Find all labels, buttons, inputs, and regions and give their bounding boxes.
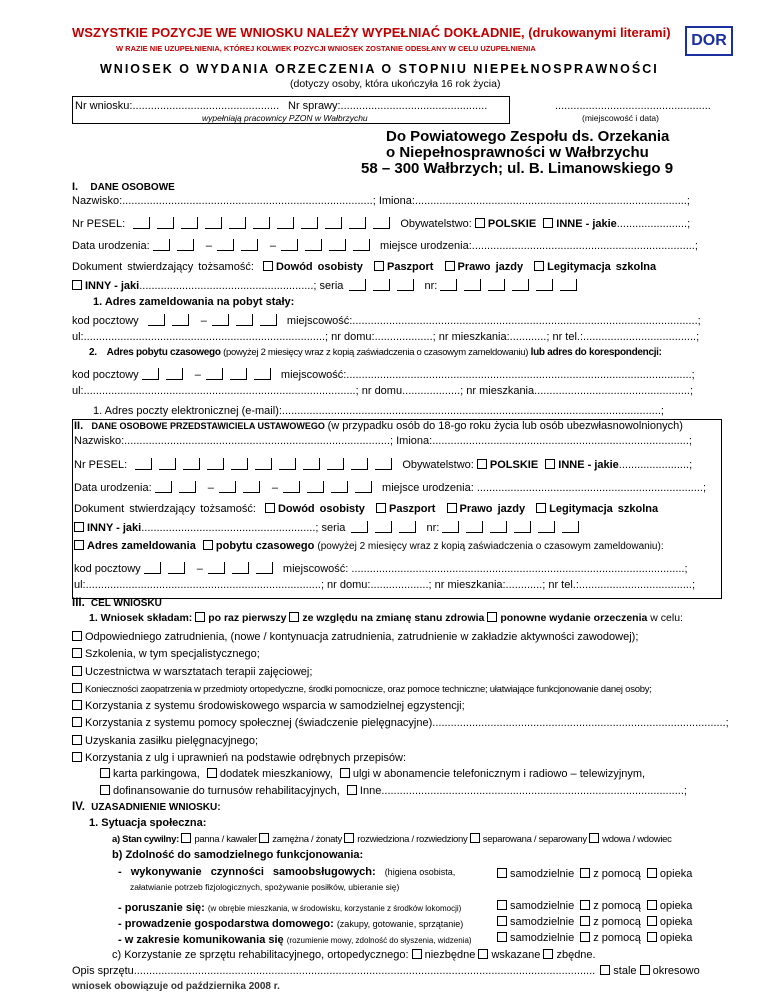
z-pomoca-label: z pomocą [593, 900, 641, 912]
s4-ab4-label: - w zakresie komunikowania się [118, 934, 284, 946]
z-pomoca-checkbox[interactable] [580, 916, 590, 926]
list-item [72, 698, 729, 715]
purpose-label: Korzystania z systemu środowiskowego wsparcia w samodzielnej egzystencji; [85, 700, 465, 713]
s1-addr2-number: 2. [89, 347, 97, 358]
s2-pesel-row [74, 458, 692, 471]
section2-heading [74, 420, 683, 432]
s1-legit-checkbox[interactable] [534, 261, 544, 271]
s4-ab2-options [497, 900, 692, 912]
purpose-label: Korzystania z systemu pomocy społecznej (świadczenie pielęgnacyjne)................................................................................................; [85, 717, 729, 730]
s1-inny-row [72, 279, 584, 292]
karta-label: karta parkingowa, [113, 768, 200, 780]
civil-checkbox[interactable] [589, 833, 599, 843]
s4-b-text: b) Zdolność do samodzielnego funkcjonowania: [112, 849, 364, 861]
s2-nr-label: nr: [426, 522, 440, 534]
dodatek-checkbox[interactable] [207, 768, 217, 778]
footer-note: wniosek obowiązuje od października 2008 r. [72, 981, 280, 992]
section1-title: DANE OSOBOWE [90, 182, 175, 193]
s4-ab3-note: (zakupy, gotowanie, sprzątanie) [336, 919, 464, 929]
s2-dowod-checkbox[interactable] [265, 503, 275, 513]
s1-addr2-note: (powyżej 2 miesięcy wraz z kopią zaświadczenia o czasowym zameldowaniu) [223, 347, 529, 358]
s1-addr1-postal-row [72, 314, 701, 327]
section4-title: UZASADNIENIE WNIOSKU: [91, 802, 221, 813]
s4-ab3-row [118, 918, 463, 930]
abonament-label: ulgi w abonamencie telefonicznym i radiowo – telewizyjnym, [352, 768, 646, 780]
s4-civil-label: a) Stan cywilny: [112, 834, 179, 845]
s3-lead-row [89, 612, 683, 624]
s1-inny-checkbox[interactable] [72, 280, 82, 290]
s2-name-line[interactable]: Nazwisko:.......................................................................................; Imiona:....................................................................................; [74, 435, 692, 447]
header-warning: W RAZIE NIE UZUPEŁNIENIA, KTÓREJ KOLWIEK POZYCJI WNIOSEK ZOSTANIE ODESŁANY W CELU UZUPEŁNIENIA [116, 44, 536, 53]
s4-c-label: c) Korzystanie ze sprzętu rehabilitacyjnego, ortopedycznego: [112, 949, 409, 961]
opieka-checkbox[interactable] [647, 932, 657, 942]
wskazane-checkbox[interactable] [478, 949, 488, 959]
civil-checkbox[interactable] [344, 833, 354, 843]
opieka-label: opieka [659, 868, 693, 880]
s1-dob-boxes[interactable]: – – [153, 240, 377, 252]
form-title: WNIOSEK O WYDANIA ORZECZENIA O STOPNIU NIEPEŁNOSPRAWNOŚCI [100, 62, 659, 76]
purpose-checkbox[interactable] [72, 700, 82, 710]
section2-note: (w przypadku osób do 18-go roku życia lub osób ubezwłasnowolnionych) [327, 420, 683, 432]
s1-paszport-label: Paszport [386, 261, 434, 273]
s2-inny-row [74, 521, 586, 534]
s1-addr2-label: Adres pobytu czasowego [106, 347, 221, 358]
s4-opis-row [72, 965, 700, 977]
s2-pesel-label: Nr PESEL: [74, 459, 128, 471]
s2-inny-field[interactable]: .........................................................; seria [141, 522, 346, 534]
s2-addr-row [74, 540, 664, 552]
s2-postal-row [74, 562, 688, 575]
purpose-checkbox[interactable] [72, 717, 82, 727]
s3-change-checkbox[interactable] [289, 612, 299, 622]
s1-dowod-checkbox[interactable] [263, 261, 273, 271]
samodzielnie-label: samodzielnie [510, 900, 575, 912]
s2-prawo-label: Prawo jazdy [459, 503, 526, 515]
opieka-checkbox[interactable] [647, 868, 657, 878]
s2-zam-label: Adres zameldowania [87, 540, 196, 552]
s2-citizenship-label: Obywatelstwo: [402, 459, 474, 471]
s1-addr1-title: 1. Adres zameldowania na pobyt stały: [93, 296, 295, 308]
s1-pesel-label: Nr PESEL: [72, 218, 126, 230]
s2-postal-boxes[interactable]: – [144, 563, 280, 575]
s1-prawo-label: Prawo jazdy [457, 261, 524, 273]
zbedne-label: zbędne. [556, 949, 596, 961]
place-date-label: (miejscowość i data) [582, 113, 659, 123]
purpose-checkbox[interactable] [72, 666, 82, 676]
s1-dowod-label: Dowód osobisty [275, 261, 363, 273]
s1-city-field[interactable]: miejscowość:.................................................................................................................; [286, 315, 701, 327]
inne-field[interactable]: Inne...................................................................................................; [359, 785, 687, 797]
s2-inne-label: INNE - jakie [558, 459, 619, 471]
s1-postal2-label: kod pocztowy [72, 369, 139, 381]
section2-number: II. [74, 420, 84, 432]
s2-city-field[interactable]: miejscowość: .............................................................................................................; [282, 563, 688, 575]
s1-inny-label: INNY - jaki [85, 280, 140, 292]
s2-paszport-label: Paszport [388, 503, 436, 515]
civil-checkbox[interactable] [470, 833, 480, 843]
purpose-label: Szkolenia, w tym specjalistycznego; [85, 648, 260, 661]
s1-citizenship-label: Obywatelstwo: [400, 218, 472, 230]
s1-paszport-checkbox[interactable] [374, 261, 384, 271]
civil-label: rozwiedziona / rozwiedziony [357, 834, 468, 845]
samodzielnie-checkbox[interactable] [497, 916, 507, 926]
s1-inny-field[interactable]: .........................................................; seria [139, 280, 344, 292]
s4-ab3-label: - prowadzenie gospodarstwa domowego: [118, 918, 334, 930]
s2-polskie-checkbox[interactable] [477, 459, 487, 469]
section1-number: I. [72, 181, 79, 193]
s4-ab3-options [497, 916, 692, 928]
list-item [72, 646, 729, 663]
s2-prawo-checkbox[interactable] [447, 503, 457, 513]
s2-dob-boxes[interactable]: – – [155, 482, 379, 494]
list-item [72, 715, 729, 732]
addressee-line3: 58 – 300 Wałbrzych; ul. B. Limanowskiego 9 [361, 160, 674, 177]
s1-pesel-row [72, 217, 690, 230]
s1-addr2-title [89, 347, 662, 358]
okresowo-label: okresowo [652, 965, 700, 977]
z-pomoca-label: z pomocą [593, 932, 641, 944]
s2-paszport-checkbox[interactable] [376, 503, 386, 513]
s2-doc-row [74, 503, 658, 515]
z-pomoca-label: z pomocą [593, 868, 641, 880]
addressee-line2: o Niepełnosprawności w Wałbrzychu [386, 144, 649, 161]
s3-first-label: po raz pierwszy [208, 612, 287, 624]
s4-ab4-row [118, 934, 472, 946]
s3-reissue-checkbox[interactable] [487, 612, 497, 622]
s4-ab4-options [497, 932, 692, 944]
section3-number: III. [72, 597, 85, 609]
turnus-label: dofinansowanie do turnusów rehabilitacyjnych, [113, 785, 340, 797]
s1-legit-label: Legitymacja szkolna [547, 261, 657, 273]
s3-change-label: ze względu na zmianę stanu zdrowia [302, 612, 485, 624]
purpose-label: Korzystania z ulg i uprawnień na podstawie odrębnych przepisów: [85, 752, 407, 765]
s1-nr-label: nr: [424, 280, 438, 292]
s2-seria-boxes[interactable] [351, 522, 423, 534]
list-item [72, 629, 729, 646]
s1-seria-boxes[interactable] [349, 280, 421, 292]
s4-c-row [112, 949, 596, 961]
samodzielnie-label: samodzielnie [510, 932, 575, 944]
z-pomoca-checkbox[interactable] [580, 932, 590, 942]
s2-birthplace-field[interactable]: miejsce urodzenia: ..........................................................................; [382, 482, 707, 494]
section4-number: IV. [72, 801, 86, 813]
inne-checkbox[interactable] [347, 785, 357, 795]
opieka-label: opieka [659, 916, 693, 928]
s1-postal-label: kod pocztowy [72, 315, 139, 327]
s4-ab2-label: - poruszanie się: [118, 902, 205, 914]
s1-addr2-postal-row [72, 368, 695, 381]
s4-ab4-note: (rozumienie mowy, zdolność do słyszenia, widzenia) [286, 936, 472, 945]
samodzielnie-checkbox[interactable] [497, 900, 507, 910]
purpose-checkbox[interactable] [72, 752, 82, 762]
karta-checkbox[interactable] [100, 768, 110, 778]
samodzielnie-label: samodzielnie [510, 916, 575, 928]
s2-polskie-label: POLSKIE [489, 459, 539, 471]
samodzielnie-checkbox[interactable] [497, 868, 507, 878]
s3-ulgi-row2 [100, 785, 687, 797]
opieka-checkbox[interactable] [647, 916, 657, 926]
opieka-checkbox[interactable] [647, 900, 657, 910]
s1-postal2-boxes[interactable]: – [142, 369, 278, 381]
opieka-label: opieka [659, 932, 693, 944]
okresowo-checkbox[interactable] [640, 965, 650, 975]
s1-addr2-tail: lub adres do korespondencji: [530, 347, 662, 358]
turnus-checkbox[interactable] [100, 785, 110, 795]
section3-title: CEL WNIOSKU [90, 598, 162, 609]
purpose-label: Odpowiedniego zatrudnienia, (nowe / kontynuacja zatrudnienia, zatrudnienie w zakładzie aktywności zawodowej); [85, 631, 639, 643]
s2-legit-checkbox[interactable] [536, 503, 546, 513]
list-item [72, 681, 729, 698]
s3-tail: w celu: [650, 612, 683, 624]
s1-dob-label: Data urodzenia: [72, 240, 150, 252]
s1-pesel-boxes[interactable] [133, 218, 397, 230]
s1-doc-row [72, 261, 656, 273]
s2-poby-checkbox[interactable] [203, 540, 213, 550]
civil-label: zamężna / żonaty [272, 834, 342, 845]
list-item [72, 664, 729, 681]
purpose-checkbox[interactable] [72, 631, 82, 641]
s4-civil-row [112, 833, 672, 845]
s2-dob-label: Data urodzenia: [74, 482, 152, 494]
s2-legit-label: Legitymacja szkolna [549, 503, 659, 515]
civil-label: wdowa / wdowiec [602, 834, 672, 845]
civil-label: separowana / separowany [482, 834, 587, 845]
s4-opis-field[interactable]: Opis sprzętu....................................................................................................................................................... [72, 965, 596, 977]
s3-ulgi-row1 [100, 768, 645, 780]
s2-nr-boxes[interactable] [442, 522, 586, 534]
s4-ab1-note2: załatwianie potrzeb fizjologicznych, spożywanie posiłków, ubieranie się) [130, 882, 400, 892]
s4-ab2-note: (w obrębie mieszkania, w środowisku, korzystanie z środków lokomocji) [207, 904, 462, 913]
s1-email-field[interactable]: 1. Adres poczty elektronicznej (e-mail):............................................................................................................................; [93, 405, 664, 417]
purpose-checkbox[interactable] [72, 735, 82, 745]
wskazane-label: wskazane [491, 949, 541, 961]
abonament-checkbox[interactable] [340, 768, 350, 778]
niezbedne-checkbox[interactable] [412, 949, 422, 959]
section2-title: DANE OSOBOWE PRZEDSTAWICIELA USTAWOWEGO [91, 421, 325, 431]
section1-heading [72, 181, 175, 193]
s1-dob-row [72, 239, 698, 252]
s2-inny-label: INNY - jaki [87, 522, 142, 534]
z-pomoca-checkbox[interactable] [580, 900, 590, 910]
section3-heading [72, 597, 162, 609]
zbedne-checkbox[interactable] [543, 949, 553, 959]
z-pomoca-label: z pomocą [593, 916, 641, 928]
s1-city2-field[interactable]: miejscowość:.................................................................................................................; [280, 369, 695, 381]
s2-dob-row [74, 481, 706, 494]
s2-inne-field[interactable]: .......................; [618, 459, 693, 471]
s3-reissue-label: ponowne wydanie orzeczenia [500, 612, 648, 624]
place-date-field[interactable]: ................................................... [555, 100, 711, 112]
s4-ab1-label: - wykonywanie czynności samoobsługowych: [118, 866, 376, 878]
s1-street2-field[interactable]: ul:.........................................................................................; nr domu...................; nr mieszkania...................................................; [72, 385, 694, 397]
dodatek-label: dodatek mieszkaniowy, [219, 768, 333, 780]
civil-checkbox[interactable] [181, 833, 191, 843]
office-note: wypełniają pracownicy PZON w Wałbrzychu [202, 113, 368, 123]
addressee-line1: Do Powiatowego Zespołu ds. Orzekania [386, 128, 670, 145]
s4-ab1-row [118, 866, 455, 878]
civil-label: panna / kawaler [194, 834, 257, 845]
s1-polskie-label: POLSKIE [487, 218, 537, 230]
s2-poby-label: pobytu czasowego [215, 540, 315, 552]
s2-addr-note: (powyżej 2 miesięcy wraz z kopią zaświadczenia o czasowym zameldowaniu): [317, 541, 664, 552]
s4-b-label [112, 849, 363, 861]
opieka-label: opieka [659, 900, 693, 912]
s3-lead: 1. Wniosek składam: [89, 612, 193, 624]
samodzielnie-checkbox[interactable] [497, 932, 507, 942]
s1-birthplace-field[interactable]: miejsce urodzenia:.........................................................................; [380, 240, 698, 252]
s2-pesel-boxes[interactable] [135, 459, 399, 471]
s2-dowod-label: Dowód osobisty [277, 503, 365, 515]
s1-inne-checkbox[interactable] [543, 218, 553, 228]
s1-inne-field[interactable]: .......................; [616, 218, 691, 230]
s2-inny-checkbox[interactable] [74, 522, 84, 532]
purpose-label: Konieczności zaopatrzenia w przedmioty ortopedyczne, środki pomocnicze, oraz pomoce techniczne; ułatwiające funkcjonowanie danej osoby; [85, 683, 652, 695]
case-number-field[interactable]: Nr sprawy:................................................ [288, 100, 488, 112]
s3-first-checkbox[interactable] [195, 612, 205, 622]
s4-ab1-options [497, 868, 692, 880]
niezbedne-label: niezbędne [424, 949, 476, 961]
form-subtitle: (dotyczy osoby, która ukończyła 16 rok życia) [290, 78, 501, 90]
purpose-checkbox[interactable] [72, 648, 82, 658]
stale-checkbox[interactable] [600, 965, 610, 975]
s1-name-line[interactable]: Nazwisko:..................................................................................; Imiona:.........................................................................................; [72, 195, 690, 207]
s2-inne-checkbox[interactable] [545, 459, 555, 469]
stale-label: stale [613, 965, 637, 977]
section4-heading [72, 801, 221, 813]
header-title: WSZYSTKIE POZYCJE WE WNIOSKU NALEŻY WYPEŁNIAĆ DOKŁADNIE, (drukowanymi literami) [72, 25, 671, 40]
z-pomoca-checkbox[interactable] [580, 868, 590, 878]
form-code-badge: DOR [685, 26, 733, 56]
s1-polskie-checkbox[interactable] [475, 218, 485, 228]
s1-inne-label: INNE - jakie [556, 218, 617, 230]
civil-checkbox[interactable] [259, 833, 269, 843]
samodzielnie-label: samodzielnie [510, 868, 575, 880]
s2-zam-checkbox[interactable] [74, 540, 84, 550]
s1-nr-boxes[interactable] [440, 280, 584, 292]
s1-prawo-checkbox[interactable] [445, 261, 455, 271]
s4-ab2-row [118, 902, 461, 914]
s3-purposes-list [72, 629, 729, 767]
s1-street-field[interactable]: ul:...............................................................................; nr domu:...................; nr mieszkania:............; nr tel.:.....................................; [72, 331, 700, 343]
s1-postal-boxes[interactable]: – [148, 315, 284, 327]
s2-street-field[interactable]: ul:.............................................................................; nr domu:...................; nr mieszkania:............; nr tel.:.....................................; [74, 579, 696, 591]
purpose-label: Uczestnictwa w warsztatach terapii zajęciowej; [85, 665, 313, 678]
s4-sub1: 1. Sytuacja społeczna: [89, 817, 207, 829]
s2-doc-label: Dokument stwierdzający tożsamość: [74, 503, 256, 515]
list-item [72, 750, 729, 767]
list-item [72, 733, 729, 750]
purpose-label: Uzyskania zasiłku pielęgnacyjnego; [85, 734, 259, 747]
purpose-checkbox[interactable] [72, 683, 82, 693]
request-number-field[interactable]: Nr wniosku:................................................ [75, 100, 280, 112]
s1-doc-label: Dokument stwierdzający tożsamość: [72, 261, 254, 273]
s4-ab1-note: (higiena osobista, [384, 867, 456, 877]
s2-postal-label: kod pocztowy [74, 563, 141, 575]
